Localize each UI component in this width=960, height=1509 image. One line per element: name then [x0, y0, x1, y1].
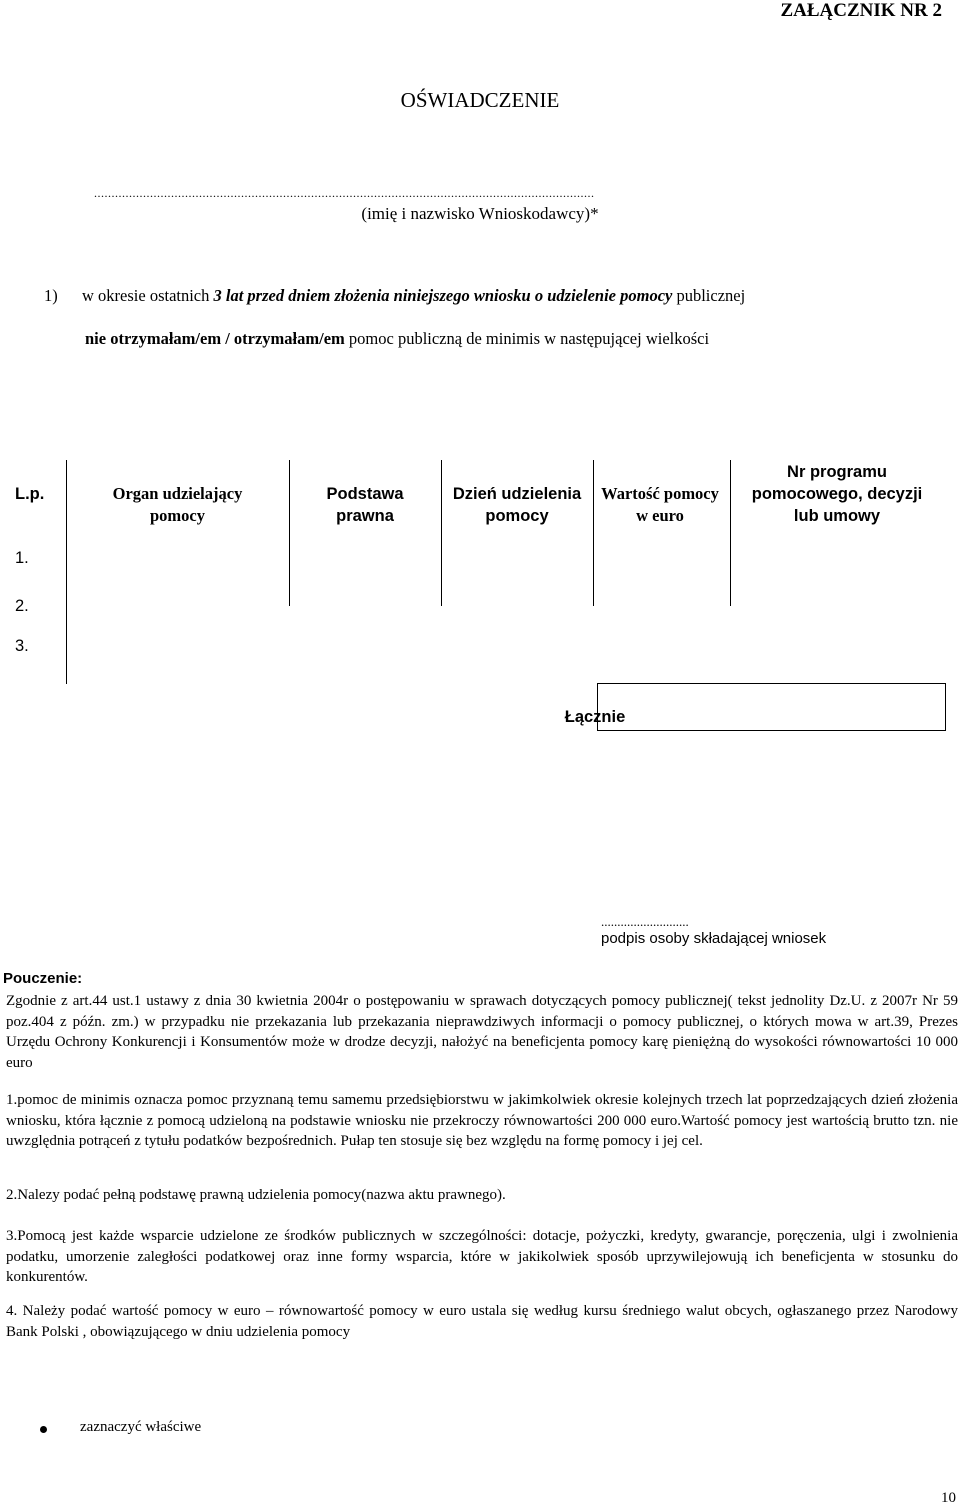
col-header-dzien: Dzień udzielenia pomocy [452, 485, 582, 525]
notice-paragraph-2: 2.Nalezy podać pełną podstawę prawną udzielenia pomocy(nazwa aktu prawnego). [6, 1187, 506, 1203]
point1-line2-rest: pomoc publiczną de minimis w następującej wielkości [344, 329, 710, 348]
notice-heading: Pouczenie: [3, 970, 83, 987]
point1-choice[interactable]: nie otrzymałam/em / otrzymałam/em [85, 329, 345, 348]
table-border [66, 460, 67, 684]
applicant-name-field[interactable]: ............................................................................................................................................... [94, 186, 595, 200]
table-border [597, 730, 946, 731]
col-header-organ: Organ udzielający pomocy [112, 484, 243, 525]
notice-paragraph-4: 4. Należy podać wartość pomocy w euro – równowartość pomocy w euro ustala się według kursu średniego walut obcych, ogłaszanego przez Narodowy Bank Polski , obowiązującego w dniu udzielenia pomocy [6, 1303, 958, 1340]
table-border [597, 683, 946, 684]
table-border [593, 460, 594, 606]
table-row-number: 1. [15, 549, 29, 567]
table-row-number: 2. [15, 597, 29, 615]
table-border [441, 460, 442, 606]
page-number: 10 [941, 1490, 956, 1506]
attachment-label: ZAŁĄCZNIK NR 2 [780, 0, 942, 21]
col-header-lp: L.p. [15, 485, 45, 503]
table-border [945, 683, 946, 731]
point1-number: 1) [44, 286, 58, 305]
table-border [289, 460, 290, 606]
signature-field[interactable]: ........................... [601, 914, 689, 929]
point1-text-b: 3 lat przed dniem złożenia niniejszego wniosku o udzielenie pomocy [213, 286, 673, 305]
notice-paragraph-3: 3.Pomocą jest każde wsparcie udzielone ze środków publicznych w szczególności: dotacje, pożyczki, kredyty, gwarancje, poręczenia, ulgi i zwolnienia podatku, umorzenie zaległości podatkowej oraz inne formy wsparcia, które w jakikolwiek sposób uprzywilejowują ich beneficjenta w stosunku do konkurentów. [6, 1228, 958, 1285]
footnote-text: zaznaczyć właściwe [80, 1419, 202, 1435]
bullet-icon [40, 1426, 47, 1433]
col-header-podstawa: Podstawa prawna [326, 485, 404, 525]
applicant-name-caption: (imię i nazwisko Wnioskodawcy)* [361, 204, 599, 223]
document-title: OŚWIADCZENIE [400, 88, 560, 112]
col-header-wartosc: Wartość pomocy w euro [601, 484, 719, 525]
table-border [730, 460, 731, 606]
point1-line2 [85, 329, 709, 349]
point1-text-c: publicznej [672, 286, 746, 305]
point1-text-a: w okresie ostatnich [82, 286, 214, 305]
table-row-number: 3. [15, 637, 29, 655]
col-header-nr: Nr programu pomocowego, decyzji lub umowy [751, 463, 923, 525]
point1-line1 [82, 286, 745, 306]
notice-paragraph-0: Zgodnie z art.44 ust.1 ustawy z dnia 30 kwietnia 2004r o postępowaniu w sprawach dotyczących pomocy publicznej( tekst jednolity Dz.U. z 2007r Nr 59 poz.404 z późn. zm.) w przypadku nie przekazania lub przekazania nieprawdziwych informacji o pomocy publicznej, o których mowa w art.39, Prezes Urzędu Ochrony Konkurencji i Konsumentów może w drodze decyzji, nałożyć na beneficjenta pomocy karę pieniężną do wysokości równowartości 10 000 euro [6, 993, 958, 1071]
total-label: Łącznie [564, 708, 626, 726]
notice-paragraph-1: 1.pomoc de minimis oznacza pomoc przyznaną temu samemu przedsiębiorstwu w jakimkolwiek okresie kolejnych trzech lat poprzedzających dzień złożenia wniosku, która łącznie z pomocą udzieloną na podstawie wniosku nie przekroczy równowartości 200 000 euro.Wartość pomocy jest wartością brutto tzn. nie uwzględnia potrąceń z tytułu podatków bezpośrednich. Pułap ten stosuje się bez względu na formę pomocy i jej cel. [6, 1092, 958, 1149]
signature-caption: podpis osoby składającej wniosek [601, 930, 827, 947]
